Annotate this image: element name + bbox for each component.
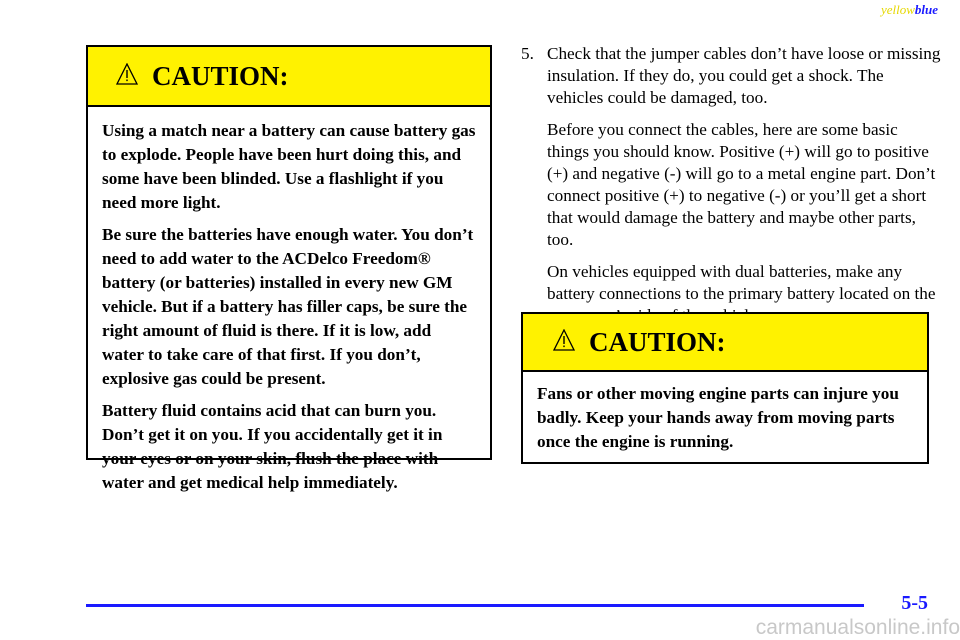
caution-header	[523, 314, 927, 372]
caution-box-fans	[521, 312, 929, 464]
caution-title: CAUTION:	[152, 60, 289, 91]
step-number: 5.	[521, 44, 534, 63]
caution-box-battery	[86, 45, 492, 492]
footer-rule	[86, 604, 864, 607]
watermark: carmanualsonline.info	[755, 616, 960, 639]
warning-triangle-icon	[553, 329, 575, 356]
color-marker: yellowblue	[880, 2, 938, 17]
step-paragraph: Before you connect the cables, here are some basic things you should know. Positive (+) will go to positive (+) and negative (-) will go to a metal engine part. Don’t connect positive (+) to negative (-) or you’ll get a short that would damage the battery and maybe other parts, too.	[547, 120, 936, 249]
caution-paragraph: Battery fluid contains acid that can burn you. Don’t get it on you. If you accidentally get it in your eyes or on your skin, flush the place with water and get medical help immediately.	[102, 401, 443, 492]
caution-paragraph: Fans or other moving engine parts can injure you badly. Keep your hands away from moving parts once the engine is running.	[537, 384, 899, 451]
caution-body	[523, 372, 927, 454]
step-paragraph: Check that the jumper cables don’t have loose or missing insulation. If they do, you could get a shock. The vehicles could be damaged, too.	[547, 44, 941, 107]
caution-body	[88, 107, 490, 495]
step-text	[547, 43, 941, 327]
caution-title: CAUTION:	[589, 326, 726, 357]
warning-triangle-icon	[116, 63, 138, 90]
caution-paragraph: Be sure the batteries have enough water. You don’t need to add water to the ACDelco Freedom® battery (or batteries) installed in every new GM vehicle. But if a battery has filler caps, be sure the right amount of fluid is there. If it is low, add water to take care of that first. If you don’t, explosive gas could be present.	[102, 225, 474, 388]
step-5	[521, 43, 941, 337]
page-number: 5-5	[901, 592, 928, 614]
caution-header	[88, 47, 490, 107]
caution-paragraph: Using a match near a battery can cause battery gas to explode. People have been hurt doing this, and some have been blinded. Use a flashlight if you need more light.	[102, 121, 476, 212]
step-paragraph: On vehicles equipped with dual batteries, make any battery connections to the primary battery located on the	[547, 262, 936, 303]
